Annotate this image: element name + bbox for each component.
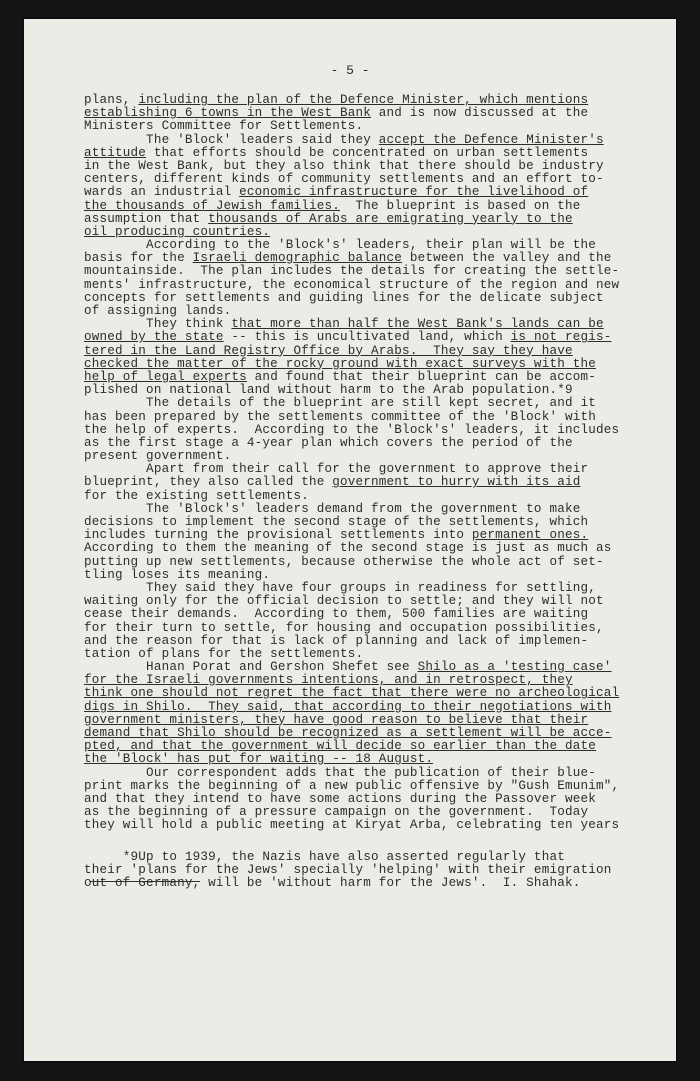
text-run: as the beginning of a pressure campaign on the government. Today: [84, 805, 589, 820]
text-run: ments' infrastructure, the economical structure of the region and new: [84, 277, 620, 292]
text-run: blueprint, they also called the: [84, 475, 333, 490]
text-run: They said they have four groups in readiness for settling,: [84, 580, 596, 595]
footnote-line: their 'plans for the Jews' specially 'helping' with their emigration: [84, 863, 612, 878]
underlined-text: think one should not regret the fact that there were no archeological: [84, 686, 620, 701]
text-run: The details of the blueprint are still kept secret, and it: [84, 396, 596, 411]
text-run: in the West Bank, but they also think that there should be industry: [84, 158, 604, 173]
underlined-text: digs in Shilo. They said, that according to their negotiations with: [84, 699, 612, 714]
text-run: print marks the beginning of a new public offensive by "Gush Emunim",: [84, 778, 620, 793]
underlined-text: the 'Block' has put for waiting -- 18 August.: [84, 752, 434, 767]
text-run: and the reason for that is lack of planning and lack of implemen-: [84, 633, 589, 648]
text-run: and that they intend to have some actions during the Passover week: [84, 791, 596, 806]
text-run: for the existing settlements.: [84, 488, 309, 503]
underlined-text: checked the matter of the rocky ground with exact surveys with the: [84, 356, 596, 371]
underlined-text: government ministers, they have good reason to believe that their: [84, 712, 589, 727]
text-run: wards an industrial: [84, 185, 240, 200]
underlined-text: pted, and that the government will decide so earlier than the date: [84, 739, 596, 754]
text-run: as the first stage a 4-year plan which covers the period of the: [84, 435, 573, 450]
text-line: [84, 819, 644, 832]
text-run: cease their demands. According to them, 500 families are waiting: [84, 607, 589, 622]
text-run: putting up new settlements, because otherwise the whole act of set-: [84, 554, 604, 569]
text-run: The plan includes the details for creating the settle-: [200, 264, 620, 279]
underlined-text: accept the Defence Minister's: [378, 132, 604, 147]
underlined-text: tered in the Land Registry Office by Arabs. They say they have: [84, 343, 573, 358]
text-run: for their turn to settle, for housing and occupation possibilities,: [84, 620, 604, 635]
underlined-text: thousands of Arabs are emigrating yearly to the: [208, 211, 573, 226]
text-run: of assigning lands.: [84, 304, 232, 318]
text-run: and is now discussed at the: [371, 106, 589, 121]
text-run: plished on national land without harm to the Arab population.*9: [84, 383, 573, 398]
text-run: concepts for settlements and guiding lines for the delicate subject: [84, 290, 604, 305]
text-run: includes turning the provisional settlements into: [84, 528, 472, 543]
text-run: mountainside.: [84, 264, 201, 279]
text-run: decisions to implement the second stage of the settlements, which: [84, 515, 589, 529]
underlined-text: establishing 6 towns in the West Bank: [84, 106, 372, 121]
underlined-text: economic infrastructure for the livelihood of: [239, 185, 589, 200]
underlined-text: permanent ones.: [471, 528, 589, 543]
text-run: The 'Block' leaders said they: [84, 132, 379, 147]
text-run: present government.: [84, 449, 232, 464]
text-run: The blueprint is based on the: [340, 198, 581, 213]
underlined-text: Shilo as a 'testing case': [417, 660, 612, 675]
text-run: and found that their blueprint can be accom-: [246, 369, 597, 384]
underlined-text: the thousands of Jewish families.: [84, 198, 340, 213]
underlined-text: Israeli demographic balance: [192, 251, 403, 266]
paper-sheet: [24, 19, 676, 1061]
text-run: Our correspondent adds that the publication of their blue-: [84, 765, 596, 780]
footnote-line: *9Up to 1939, the Nazis have also asserted regularly that: [84, 850, 565, 864]
text-run: According to the 'Block's' leaders, their plan will be the: [84, 238, 596, 253]
text-run: they will hold a public meeting at Kiryat Arba, celebrating ten years: [84, 818, 620, 833]
text-run: the help of experts. According to the 'Block's' leaders, it includes: [84, 422, 620, 437]
text-run: They think: [84, 317, 232, 332]
underlined-text: for the Israeli governments intentions, and in retrospect, they: [84, 673, 573, 688]
underlined-text: including the plan of the Defence Minister, which mentions: [138, 93, 589, 107]
text-run: waiting only for the official decision to settle; and they will not: [84, 594, 604, 609]
text-run: basis for the: [84, 251, 193, 266]
underlined-text: demand that Shilo should be recognized as a settlement will be acce-: [84, 726, 612, 740]
page-number: - 5 -: [330, 63, 370, 78]
text-run: Hanan Porat and Gershon Shefet see: [84, 660, 418, 675]
text-run: The 'Block's' leaders demand from the government to make: [84, 501, 581, 516]
text-run: between the valley and the: [402, 251, 612, 266]
text-run: that efforts should be concentrated on urban settlements: [146, 145, 589, 160]
underlined-text: is not regis-: [510, 330, 612, 345]
text-run: tling loses its meaning.: [84, 567, 271, 582]
underlined-text: help of legal experts: [84, 369, 247, 384]
underlined-text: oil producing countries.: [84, 224, 271, 239]
text-run: plans,: [84, 93, 139, 107]
underlined-text: owned by the state: [84, 330, 224, 345]
body-text: [84, 94, 644, 833]
footnote-line: out of Germany, will be 'without harm for the Jews'. I. Shahak.: [84, 876, 581, 891]
text-run: Ministers Committee for Settlements.: [84, 119, 364, 134]
footnote: [84, 851, 644, 891]
underlined-text: attitude: [84, 145, 147, 160]
text-run: has been prepared by the settlements committee of the 'Block' with: [84, 409, 596, 424]
text-run: tation of plans for the settlements.: [84, 646, 364, 661]
text-run: centers, different kinds of community settlements and an effort to-: [84, 172, 604, 187]
underlined-text: that more than half the West Bank's lands can be: [231, 317, 604, 332]
text-run: -- this is uncultivated land, which: [223, 330, 511, 345]
underlined-text: government to hurry with its aid: [332, 475, 581, 490]
text-run: According to them the meaning of the second stage is just as much as: [84, 541, 612, 556]
text-run: Apart from their call for the government to approve their: [84, 462, 589, 477]
text-run: assumption that: [84, 211, 209, 226]
